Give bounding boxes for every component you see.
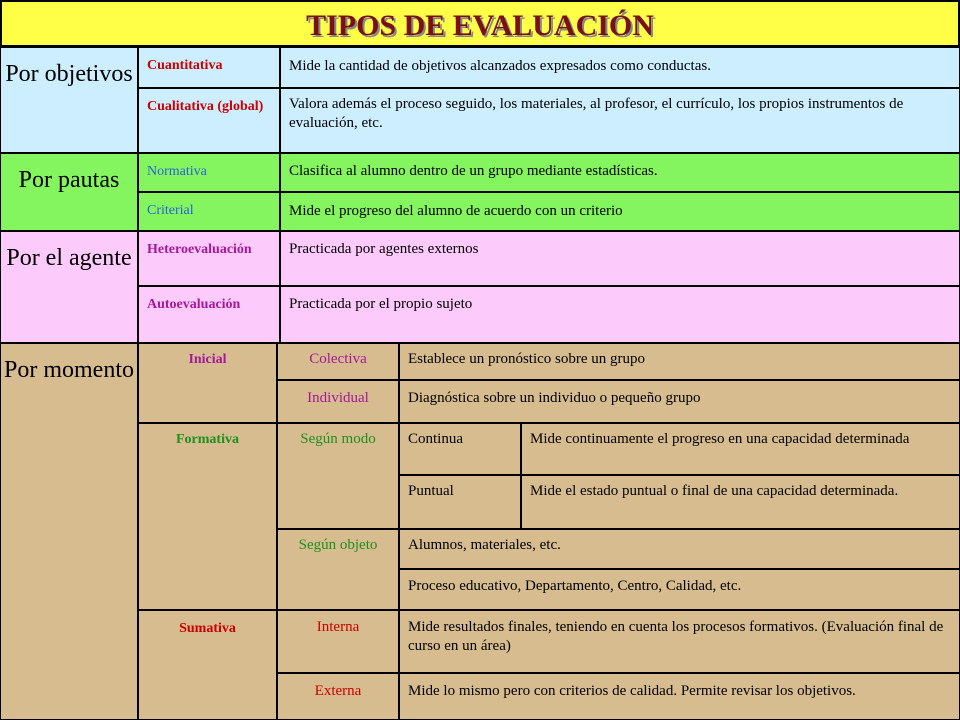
sub-segun-modo: Según modo [277, 423, 399, 529]
category-momento: Por momento [0, 343, 138, 720]
desc-normativa: Clasifica al alumno dentro de un grupo mediante estadísticas. [280, 153, 960, 192]
desc-colectiva: Establece un pronóstico sobre un grupo [399, 343, 960, 380]
sub-colectiva: Colectiva [277, 343, 399, 380]
desc-autoevaluacion: Practicada por el propio sujeto [280, 286, 960, 343]
sub-individual: Individual [277, 380, 399, 423]
desc-puntual: Mide el estado puntual o final de una capacidad determinada. [521, 475, 960, 529]
type-cuantitativa: Cuantitativa [138, 47, 280, 88]
desc-criterial: Mide el progreso del alumno de acuerdo con un criterio [280, 192, 960, 231]
category-objetivos: Por objetivos [0, 47, 138, 153]
desc-cualitativa: Valora además el proceso seguido, los materiales, al profesor, el currículo, los propios instrumentos de evaluación, etc. [280, 88, 960, 153]
phase-inicial: Inicial [138, 343, 277, 423]
type-cualitativa: Cualitativa (global) [138, 88, 280, 153]
sub-segun-objeto: Según objeto [277, 529, 399, 610]
page-title: TIPOS DE EVALUACIÓN [0, 0, 960, 47]
desc-objeto-alumnos: Alumnos, materiales, etc. [399, 529, 960, 569]
type-heteroevaluacion: Heteroevaluación [138, 231, 280, 286]
type-normativa: Normativa [138, 153, 280, 192]
type-continua: Continua [399, 423, 521, 475]
sub-interna: Interna [277, 610, 399, 673]
desc-continua: Mide continuamente el progreso en una capacidad determinada [521, 423, 960, 475]
category-agente: Por el agente [0, 231, 138, 343]
desc-heteroevaluacion: Practicada por agentes externos [280, 231, 960, 286]
sub-externa: Externa [277, 673, 399, 720]
phase-sumativa: Sumativa [138, 610, 277, 720]
desc-interna: Mide resultados finales, teniendo en cuenta los procesos formativos. (Evaluación final de curso en un área) [399, 610, 960, 673]
desc-externa: Mide lo mismo pero con criterios de calidad. Permite revisar los objetivos. [399, 673, 960, 720]
type-autoevaluacion: Autoevaluación [138, 286, 280, 343]
desc-individual: Diagnóstica sobre un individuo o pequeño grupo [399, 380, 960, 423]
type-puntual: Puntual [399, 475, 521, 529]
type-criterial: Criterial [138, 192, 280, 231]
desc-cuantitativa: Mide la cantidad de objetivos alcanzados expresados como conductas. [280, 47, 960, 88]
category-pautas: Por pautas [0, 153, 138, 231]
desc-objeto-proceso: Proceso educativo, Departamento, Centro, Calidad, etc. [399, 569, 960, 610]
phase-formativa: Formativa [138, 423, 277, 610]
